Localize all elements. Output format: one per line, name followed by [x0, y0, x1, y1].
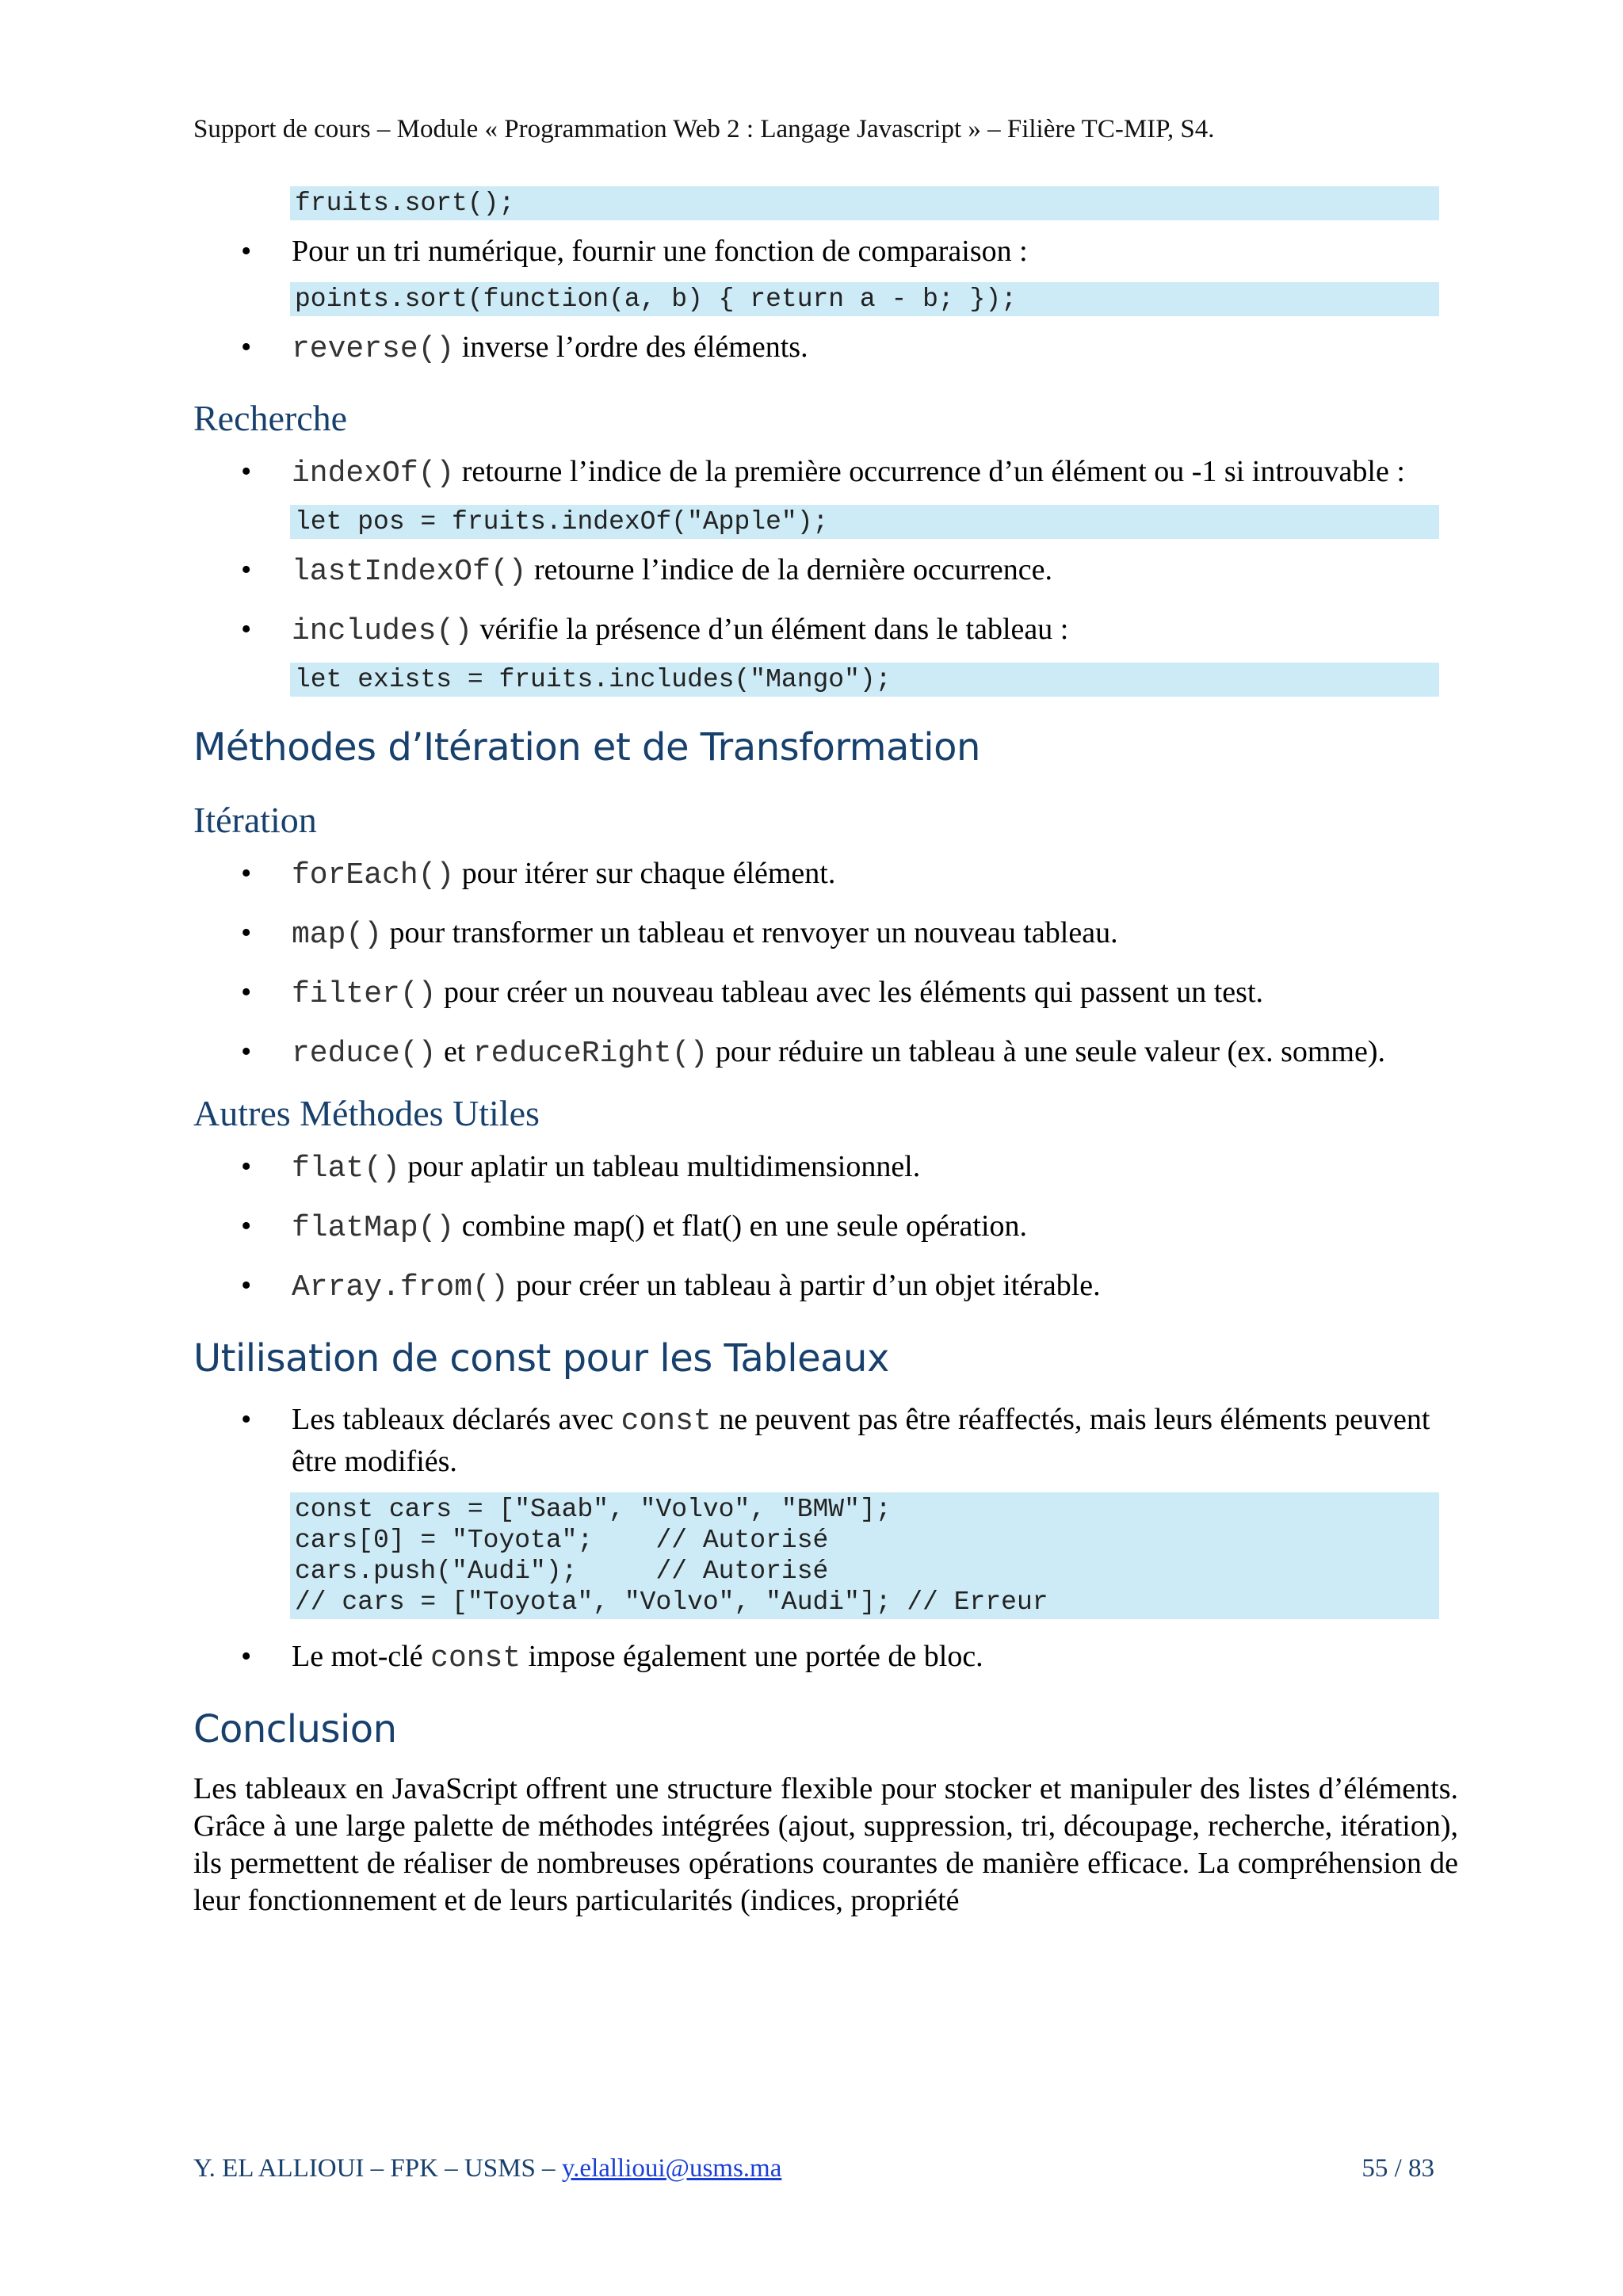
bullet-flatmap: [193, 1206, 1461, 1248]
bullet-includes: [193, 609, 1461, 651]
heading-iteration: Itération: [193, 800, 317, 840]
bullet-text: Pour un tri numérique, fournir une fonction de comparaison :: [292, 235, 1028, 268]
code-block-indexof: let pos = fruits.indexOf("Apple");: [290, 505, 1439, 539]
bullet-text-2: pour réduire un tableau à une seule valeur (ex. somme).: [708, 1035, 1385, 1068]
bullet-text: inverse l’ordre des éléments.: [454, 330, 808, 364]
bullet-const-block-scope: [193, 1637, 1461, 1679]
bullet-text: pour aplatir un tableau multidimensionnel.: [399, 1150, 921, 1183]
method-name: includes(): [292, 614, 473, 648]
bullet-text: pour itérer sur chaque élément.: [454, 857, 836, 890]
bullet-text: retourne l’indice de la première occurrence d’un élément ou -1 si introuvable :: [454, 455, 1405, 488]
method-name: lastIndexOf(): [292, 555, 527, 589]
page-header: Support de cours – Module « Programmation Web 2 : Langage Javascript » – Filière TC-MIP, S4.: [193, 115, 1215, 143]
method-name: flatMap(): [292, 1211, 455, 1245]
heading-conclusion: Conclusion: [193, 1707, 397, 1752]
bullet-text: Le mot-clé: [292, 1640, 431, 1673]
code-line: cars[0] = "Toyota"; // Autorisé: [295, 1526, 829, 1555]
bullet-text: pour créer un tableau à partir d’un objet itérable.: [508, 1269, 1101, 1302]
conclusion-paragraph: Les tableaux en JavaScript offrent une structure flexible pour stocker et manipuler des listes d’éléments. Grâce à une large palette de méthodes intégrées (ajout, suppression, tri, découpage, recherche, itération), ils permettent de réaliser de nombreuses opérations courantes de manière efficace. La compréhension de leur fonctionnement et de leurs particularités (indices, propriété: [193, 1772, 1458, 1917]
footer-page-number: 55 / 83: [1361, 2154, 1434, 2183]
bullet-reduce: [193, 1032, 1461, 1074]
keyword-const: const: [430, 1641, 521, 1675]
code-line: cars.push("Audi"); // Autorisé: [295, 1557, 829, 1586]
keyword-const: const: [621, 1404, 712, 1438]
bullet-text: Les tableaux déclarés avec: [292, 1403, 621, 1436]
code-block-includes: let exists = fruits.includes("Mango");: [290, 663, 1439, 697]
code-block-sort-numeric: points.sort(function(a, b) { return a - b; });: [290, 282, 1439, 316]
code-line: const cars = ["Saab", "Volvo", "BMW"];: [295, 1495, 892, 1524]
footer-author-text: Y. EL ALLIOUI – FPK – USMS –: [193, 2154, 562, 2183]
method-name: forEach(): [292, 858, 455, 892]
method-name: filter(): [292, 977, 437, 1011]
bullet-lastindexof: [193, 550, 1461, 592]
bullet-foreach: [193, 854, 1461, 896]
method-name: Array.from(): [292, 1270, 509, 1305]
bullet-filter: [193, 972, 1461, 1014]
bullet-sort-numeric: [193, 231, 1461, 271]
bullet-array-from: [193, 1266, 1461, 1308]
method-name-2: reduceRight(): [472, 1037, 708, 1071]
bullet-reverse: [193, 327, 1461, 369]
bullet-text: vérifie la présence d’un élément dans le tableau :: [472, 613, 1069, 646]
footer-email-link[interactable]: y.elallioui@usms.ma: [561, 2154, 782, 2183]
bullet-text: pour transformer un tableau et renvoyer un nouveau tableau.: [382, 916, 1118, 949]
bullet-text: pour créer un nouveau tableau avec les éléments qui passent un test.: [436, 976, 1264, 1009]
bullet-const-reaffect: [193, 1400, 1461, 1481]
bullet-map: [193, 913, 1461, 955]
bullet-text: retourne l’indice de la dernière occurrence.: [526, 553, 1053, 586]
heading-const: Utilisation de const pour les Tableaux: [193, 1336, 889, 1381]
code-line: // cars = ["Toyota", "Volvo", "Audi"]; // Erreur: [295, 1587, 1048, 1617]
heading-recherche: Recherche: [193, 398, 348, 438]
method-name: flat(): [292, 1152, 400, 1186]
bullet-flat: [193, 1147, 1461, 1189]
heading-iteration-transformation: Méthodes d’Itération et de Transformation: [193, 725, 980, 770]
bullet-text: combine map() et flat() en une seule opération.: [454, 1209, 1027, 1243]
code-block-const: [290, 1492, 1439, 1619]
page-content: [193, 186, 1461, 1920]
bullet-text-2: ne peuvent pas être réaffectés, mais leurs éléments peuvent être modifiés.: [292, 1403, 1430, 1478]
method-name: map(): [292, 918, 383, 952]
method-name: reverse(): [292, 332, 455, 366]
code-block-sort: fruits.sort();: [290, 186, 1439, 220]
method-name: indexOf(): [292, 457, 455, 491]
bullet-text: et: [436, 1035, 473, 1068]
footer-author: [193, 2154, 781, 2183]
bullet-indexof: [193, 452, 1461, 494]
heading-autres-methodes: Autres Méthodes Utiles: [193, 1093, 540, 1133]
bullet-text-2: impose également une portée de bloc.: [521, 1640, 983, 1673]
method-name: reduce(): [292, 1037, 437, 1071]
